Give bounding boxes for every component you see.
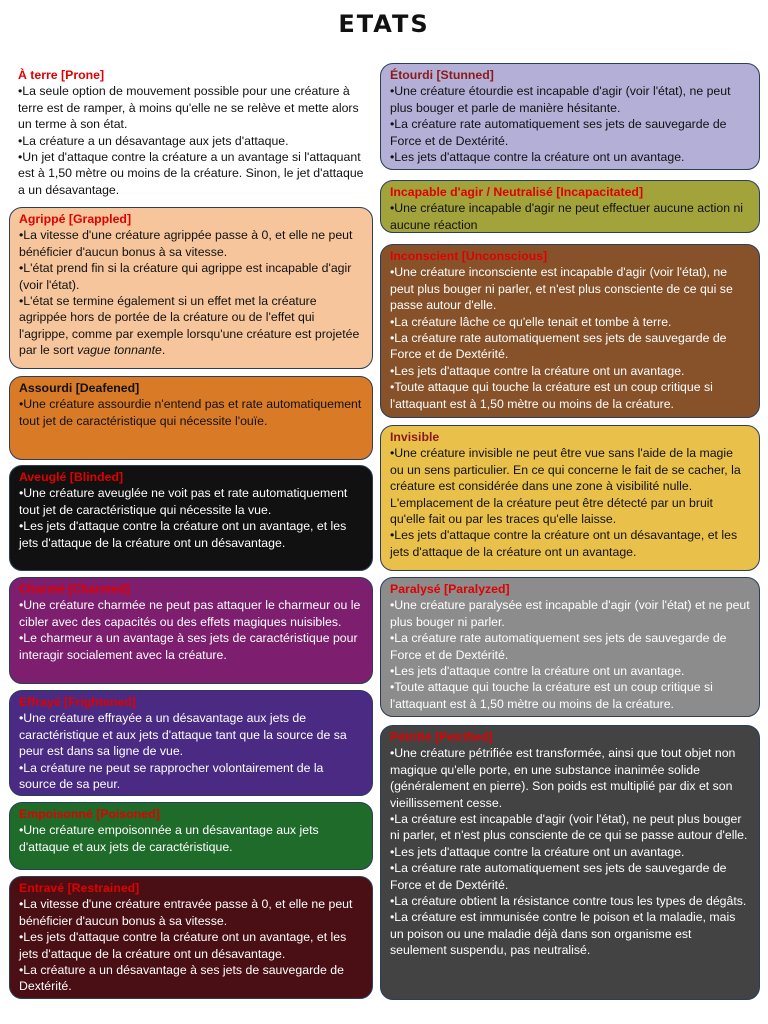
condition-rule: •Une créature incapable d'agir ne peut effectuer aucune action ni aucune réaction <box>390 201 744 232</box>
condition-heading: Étourdi [Stunned] <box>390 68 494 82</box>
condition-rule: •Une créature aveuglée ne voit pas et rate automatiquement tout jet de caractéristique qui nécessite la vue. <box>19 486 348 517</box>
condition-rule: •La créature a un désavantage à ses jets de sauvegarde de Dextérité. <box>19 963 344 994</box>
condition-rule: •Les jets d'attaque contre la créature ont un avantage. <box>390 664 685 679</box>
condition-rule: •La créature rate automatiquement ses jets de sauvegarde de Force et de Dextérité. <box>390 631 727 662</box>
condition-rule: •Une créature étourdie est incapable d'agir (voir l'état), ne peut plus bouger et parle de manière hésitante. <box>390 84 731 115</box>
condition-rule: •La vitesse d'une créature agrippée passe à 0, et elle ne peut bénéficier d'aucun bonus à sa vitesse. <box>19 228 353 259</box>
condition-heading: Inconscient [Unconscious] <box>390 249 548 263</box>
condition-rule <box>19 293 363 359</box>
condition-card-invisible <box>380 425 760 571</box>
condition-rule: •La créature est incapable d'agir (voir l'état), ne peut plus bouger ni parler, et n'est plus consciente de ce qui se passe autour d'elle. <box>390 812 748 843</box>
condition-card-prone <box>9 64 373 202</box>
condition-heading: Agrippé [Grappled] <box>19 212 132 226</box>
condition-rule: •Toute attaque qui touche la créature est un coup critique si l'attaquant est à 1,50 mètre ou moins de la créature. <box>390 680 713 711</box>
condition-rule: •La seule option de mouvement possible pour une créature à terre est de ramper, à moins qu'elle ne se relève et mette alors un terme à son état. <box>18 84 359 132</box>
condition-card-poisoned <box>9 802 373 870</box>
condition-rule: •Une créature paralysée est incapable d'agir (voir l'état) et ne peut plus bouger ni parler. <box>390 598 750 629</box>
condition-rule: •La créature est immunisée contre le poison et la maladie, mais un poison ou une maladie déjà dans son organisme est seulement suspendu, pas neutralisé. <box>390 910 736 958</box>
condition-heading: Effrayé [Frightened] <box>19 695 136 709</box>
condition-rule: •La vitesse d'une créature entravée passe à 0, et elle ne peut bénéficier d'aucun bonus à sa vitesse. <box>19 897 353 928</box>
condition-rule: •Une créature inconsciente est incapable d'agir (voir l'état), ne peut plus bouger ni parler, et n'est plus consciente de ce qui se passe autour d'elle. <box>390 265 733 313</box>
condition-heading: Invisible <box>390 430 440 444</box>
condition-rule: •La créature a un désavantage aux jets d'attaque. <box>18 133 289 148</box>
condition-heading: Entravé [Restrained] <box>19 881 140 895</box>
condition-heading: Aveuglé [Blinded] <box>19 470 124 484</box>
condition-rule: •La créature rate automatiquement ses jets de sauvegarde de Force et de Dextérité. <box>390 117 727 148</box>
condition-rule: •Toute attaque qui touche la créature est un coup critique si l'attaquant est à 1,50 mètre ou moins de la créature. <box>390 380 713 411</box>
condition-card-blinded <box>9 465 373 571</box>
condition-rule: •La créature rate automatiquement ses jets de sauvegarde de Force et de Dextérité. <box>390 331 727 362</box>
condition-card-stunned <box>380 63 760 170</box>
condition-card-frightened <box>9 690 373 796</box>
condition-heading: Assourdi [Deafened] <box>19 381 140 395</box>
condition-heading: Paralysé [Paralyzed] <box>390 582 510 596</box>
condition-card-grappled <box>9 207 373 369</box>
condition-rule-text: •L'état se termine également si un effet met la créature agrippée hors de portée de la créature ou de l'effet qui l'agrippe, comme par exemple lorsqu'une créature est projetée par le sort <box>19 294 360 358</box>
condition-rule: •Les jets d'attaque contre la créature ont un avantage, et les jets d'attaque de la créature ont un désavantage. <box>19 930 347 961</box>
condition-heading: Empoisonné [Poisoned] <box>19 807 160 821</box>
condition-rule: •Les jets d'attaque contre la créature ont un avantage, et les jets d'attaque de la créature ont un désavantage. <box>19 519 347 550</box>
condition-card-restrained <box>9 876 373 999</box>
condition-rule: •Une créature pétrifiée est transformée, ainsi que tout objet non magique qu'elle porte, en une substance inanimée solide (généralement en pierre). Son poids est multiplié par dix et son vieillissement cesse. <box>390 746 736 810</box>
condition-rule: •Une créature invisible ne peut être vue sans l'aide de la magie ou un sens particulier. En ce qui concerne le fait de se cacher, la créature est considérée dans une zone à visibilité nulle. L'emplacement de la créature peut être détecté par un bruit qu'elle fait ou par les traces qu'elle laisse. <box>390 446 741 527</box>
condition-rule: •Les jets d'attaque contre la créature ont un avantage. <box>390 363 685 378</box>
condition-rule: •L'état prend fin si la créature qui agrippe est incapable d'agir (voir l'état). <box>19 261 352 292</box>
rule-end: . <box>161 343 166 358</box>
condition-rule: •Le charmeur a un avantage à ses jets de caractéristique pour interagir socialement avec la créature. <box>19 631 358 662</box>
condition-card-charmed <box>9 577 373 684</box>
condition-card-incapacitated <box>380 180 760 233</box>
condition-card-paralyzed <box>380 577 760 717</box>
condition-card-deafened <box>9 376 373 460</box>
condition-rule: •Les jets d'attaque contre la créature ont un avantage. <box>390 150 685 165</box>
condition-rule: •Une créature empoisonnée a un désavantage aux jets d'attaque et aux jets de caractéristique. <box>19 823 319 854</box>
condition-heading: Incapable d'agir / Neutralisé [Incapacitated] <box>390 185 644 199</box>
condition-rule: •Une créature charmée ne peut pas attaquer le charmeur ou le cibler avec des capacités ou des effets magiques nuisibles. <box>19 598 361 629</box>
condition-rule: •La créature ne peut se rapprocher volontairement de la source de sa peur. <box>19 760 324 792</box>
condition-rule: •Les jets d'attaque contre la créature ont un avantage. <box>390 844 685 859</box>
condition-rule: •La créature obtient la résistance contre tous les types de dégâts. <box>390 894 747 909</box>
condition-heading: À terre [Prone] <box>18 68 105 82</box>
spell-name: vague tonnante <box>77 343 162 358</box>
condition-card-unconscious <box>380 244 760 418</box>
condition-heading: Charmé [Charmed] <box>19 582 130 596</box>
condition-rule: •Une créature assourdie n'entend pas et rate automatiquement tout jet de caractéristique qui nécessite l'ouïe. <box>19 397 362 428</box>
condition-card-petrified <box>380 725 760 1000</box>
condition-rule: •La créature lâche ce qu'elle tenait et tombe à terre. <box>390 314 672 329</box>
condition-rule: •Une créature effrayée a un désavantage aux jets de caractéristique et aux jets d'attaque tant que la source de sa peur est dans sa ligne de vue. <box>19 711 347 759</box>
condition-rule: •Un jet d'attaque contre la créature a un avantage si l'attaquant est à 1,50 mètre ou moins de la créature. Sinon, le jet d'attaque a un désavantage. <box>18 150 364 197</box>
condition-heading: Pétrifié [Petrified] <box>390 730 493 744</box>
page-title: ETATS <box>338 10 430 38</box>
condition-rule: •Les jets d'attaque contre la créature ont un désavantage, et les jets d'attaque de la créature ont un avantage. <box>390 528 738 559</box>
condition-rule: •La créature rate automatiquement ses jets de sauvegarde de Force et de Dextérité. <box>390 861 727 892</box>
